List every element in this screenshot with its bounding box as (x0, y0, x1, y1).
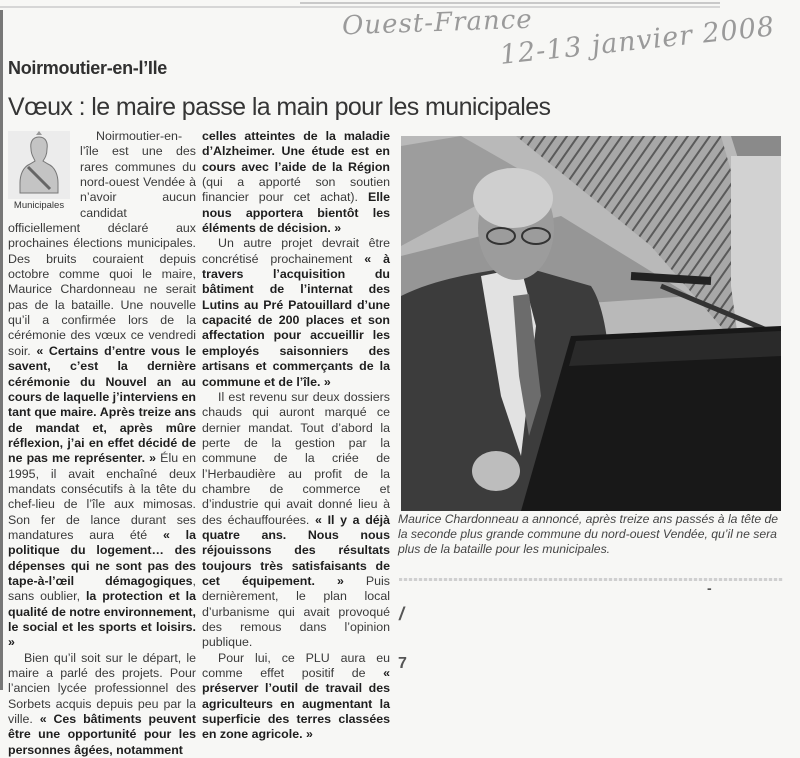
article-column-1 (8, 129, 196, 758)
municipales-thumbnail (8, 131, 70, 211)
text-run: , sans oublier, (8, 573, 196, 604)
text-run: Bien qu’il soit sur le départ, le maire a parlé des projets. Pour l’ancien lycée professionnel des Sorbets acquis depuis peu par la ville. (8, 650, 196, 727)
quote-run: « Certains d’entre vous le savent, c’est la dernière cérémonie du Nouvel an au cours de laquelle j’interviens en tant que maire. Après treize ans de mandat et, après mûre réflexion, j’ai en effet décidé de ne pas me représenter. » (8, 343, 196, 466)
text-run: Pour lui, ce PLU aura eu comme effet positif de (202, 650, 390, 681)
text-run: Puis dernièrement, le plan local d’urbanisme qui avait provoqué des remous dans l’opinion publique. (202, 573, 390, 650)
quote-run: celles atteintes de la maladie d’Alzheimer. Une étude est en cours avec l’aide de la Région (202, 129, 390, 174)
thumbnail-caption: Municipales (13, 200, 65, 211)
text-run: Noirmoutier-en-l’île est une des rares communes du nord-ouest Vendée à n’avoir aucun candidat officiellement déclaré aux prochaines élections municipales. Des bruits couraient depuis octobre comme quoi le maire, Maurice Chardonneau ne serait pas de la bataille. Une nouvelle qu’il a confirmée lors de la cérémonie des vœux ce vendredi soir. (8, 129, 196, 358)
text-run: Un autre projet devrait être concrétisé prochainement (202, 236, 390, 266)
dotted-separator (399, 578, 783, 581)
article-headline: Vœux : le maire passe la main pour les municipales (8, 93, 551, 121)
stray-print-mark: - (707, 580, 712, 596)
stray-print-mark: 7 (398, 655, 407, 672)
mayor-at-lectern-photo (401, 136, 781, 511)
handwritten-date: 12-13 janvier 2008 (498, 11, 777, 71)
scan-edge-line (0, 6, 720, 8)
quote-run: « Ces bâtiments peuvent être une opportunité pour les personnes âgées, notamment (8, 712, 197, 757)
marianne-bust-icon (8, 131, 70, 199)
quote-run: Elle nous apportera bientôt les éléments de décision. » (202, 190, 390, 236)
scan-edge-line (300, 2, 720, 4)
article-kicker: Noirmoutier-en-l’Ile (8, 58, 168, 78)
quote-run: « à travers l’acquisition du bâtiment de l’internat des Lutins au Pré Patouillard d’une capacité de 200 places et son affectation pour accueillir les employés saisonniers des artisans et commerçants de la commune et de l’île. » (202, 251, 391, 389)
photo-caption: Maurice Chardonneau a annoncé, après treize ans passés à la tête de la seconde plus grande commune du nord-ouest Vendée, qu’il ne sera plus de la bataille pour les municipales. (398, 512, 779, 556)
quote-run: « préserver l’outil de travail des agriculteurs en augmentant la superficie des terres classées en zone agricole. » (202, 666, 390, 742)
text-run: Élu en 1995, il avait enchaîné deux mandats consécutifs à la tête du chef-lieu de l’île aux mimosas. Son fer de lance durant ses mandatures aura été (8, 451, 197, 542)
quote-run: « Il y a déjà quatre ans. Nous nous réjouissons des résultats toujours très satisfaisants de cet équipement. » (202, 512, 390, 588)
text-run: (qui a apporté son soutien financier pour cet achat). (202, 175, 390, 205)
clipping-left-border (0, 10, 3, 690)
stray-print-mark: / (399, 604, 405, 624)
quote-run: la protection et la qualité de notre environnement, le social et les sports et loisirs. » (8, 589, 196, 650)
quote-run: « la politique du logement… des dépenses qui ne sont pas des tape-à-l’œil démagogiques (8, 527, 196, 588)
handwritten-newspaper-name: Ouest-France (341, 4, 534, 42)
article-column-2 (202, 129, 390, 743)
article-photo (401, 136, 781, 511)
text-run: Il est revenu sur deux dossiers chauds qui auront marqué ce dernier mandat. Tout d’abord la perte de la gestion par la commune de la criée de l’Herbaudière au profit de la chambre de commerce et d’industrie qui avait donné lieu à des échauffourées. (202, 389, 390, 527)
